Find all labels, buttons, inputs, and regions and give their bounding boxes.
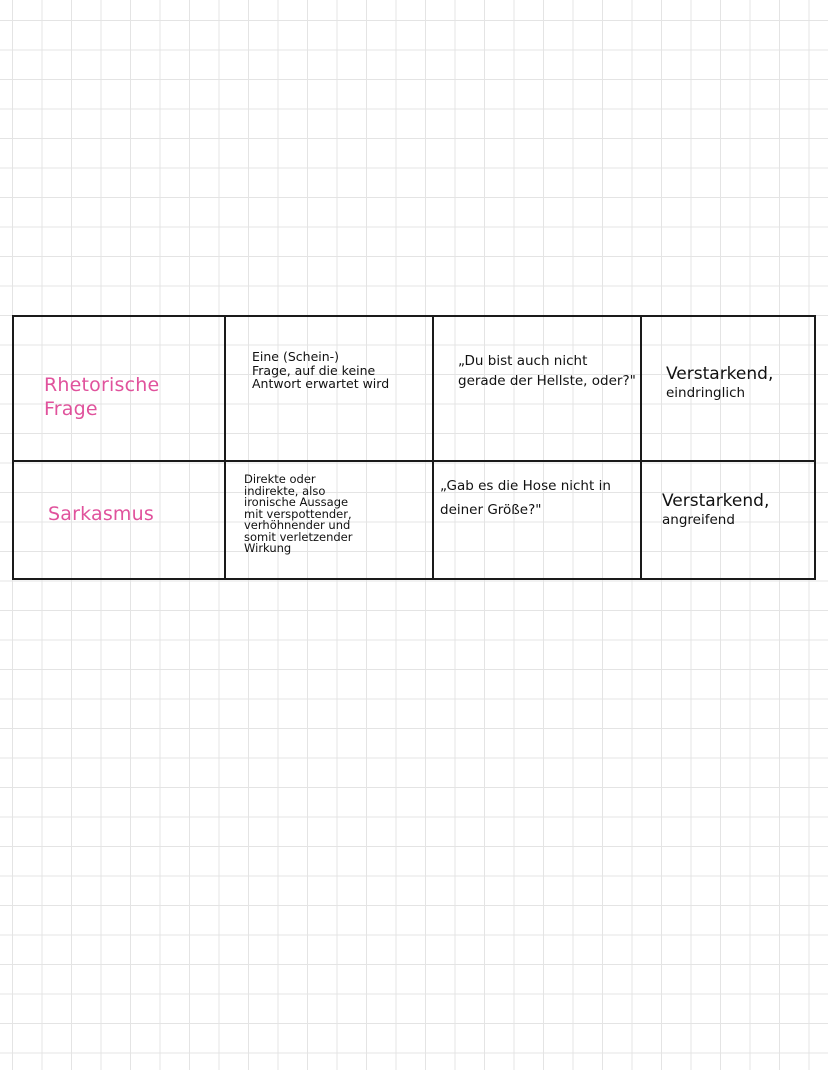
example-cell xyxy=(434,317,642,460)
definition-line: Direkte oder xyxy=(244,472,316,486)
effect-cell xyxy=(642,317,814,460)
definition-line: Antwort erwartet wird xyxy=(252,376,390,391)
effect-main: Verstarkend, xyxy=(666,364,774,384)
definition-line: Frage, auf die keine xyxy=(252,362,376,378)
term-cell xyxy=(14,317,226,460)
definition-line: verhöhnender und xyxy=(244,518,351,532)
example-cell xyxy=(434,462,642,578)
definition-line: Eine (Schein-) xyxy=(252,349,340,364)
term-cell xyxy=(14,462,226,578)
effect-text xyxy=(666,363,814,401)
definition-line: mit verspottender, xyxy=(244,506,352,521)
term-label: Rhetorische Frage xyxy=(44,374,160,420)
effect-main: Verstarkend, xyxy=(662,491,770,511)
effect-sub: angreifend xyxy=(662,512,735,528)
table-row xyxy=(14,317,814,462)
definition-cell xyxy=(226,462,434,578)
effect-cell xyxy=(642,462,814,578)
definition-text xyxy=(252,350,428,391)
definition-line: indirekte, also xyxy=(244,483,326,498)
term-label: Sarkasmus xyxy=(48,503,154,525)
definition-line: ironische Aussage xyxy=(244,495,349,509)
table-row xyxy=(14,462,814,578)
stylistic-devices-table xyxy=(12,315,816,580)
definition-line: somit verletzender xyxy=(244,529,353,544)
effect-sub: eindringlich xyxy=(666,385,746,401)
definition-line: Wirkung xyxy=(244,541,292,555)
definition-text xyxy=(244,474,420,555)
example-text: „Gab es die Hose nicht in deiner Größe?" xyxy=(440,478,611,518)
example-text: „Du bist auch nicht gerade der Hellste, oder?" xyxy=(458,353,636,389)
definition-cell xyxy=(226,317,434,460)
effect-text xyxy=(662,490,810,528)
